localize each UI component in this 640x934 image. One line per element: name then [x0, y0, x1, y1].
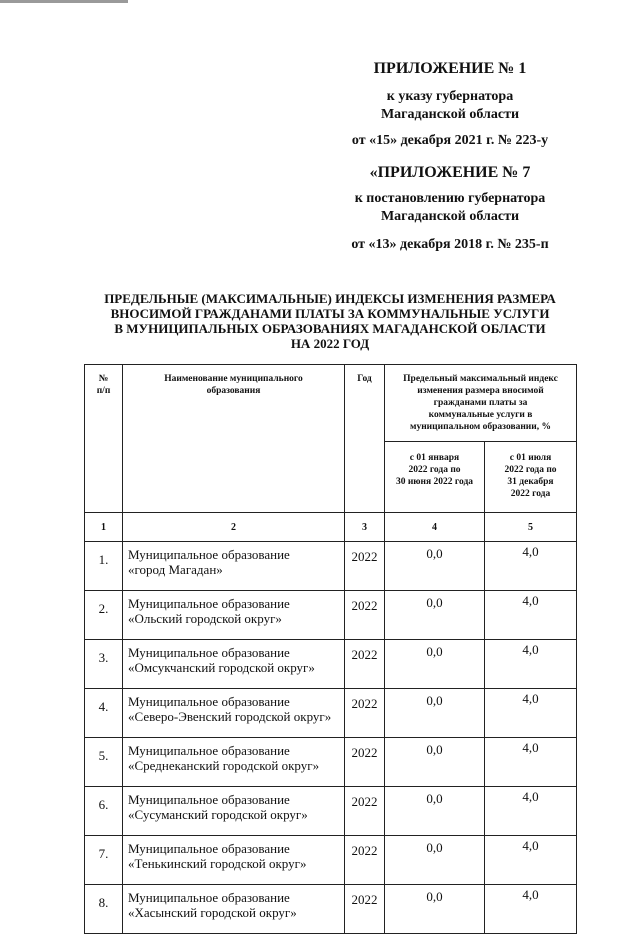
municipality-type: Муниципальное образование: [128, 841, 290, 856]
municipality-type: Муниципальное образование: [128, 596, 290, 611]
municipality-name: [123, 885, 345, 934]
index-first-half: 0,0: [385, 885, 485, 934]
index-second-half: 4,0: [485, 738, 577, 787]
header-index-line-3: гражданами платы за: [433, 398, 528, 408]
sub-annex-title: «ПРИЛОЖЕНИЕ № 7: [369, 164, 531, 181]
period-1-line-3: 30 июня 2022 года: [395, 477, 474, 487]
column-number-row: [85, 513, 577, 542]
scan-edge-mark: [0, 0, 128, 3]
municipality-title: «Тенькинский городской округ»: [128, 856, 307, 871]
index-second-half: 4,0: [485, 640, 577, 689]
municipality-title: «Среднеканский городской округ»: [128, 758, 320, 773]
year-cell: 2022: [345, 836, 385, 885]
header-index: [385, 365, 577, 442]
header-index-line-5: муниципальном образовании, %: [409, 422, 552, 432]
municipality-title: «город Магадан»: [128, 562, 223, 577]
table-row: [85, 591, 577, 640]
header-number-line-2: п/п: [96, 386, 111, 396]
document-title: [60, 291, 600, 351]
header-index-line-2: изменения размера вносимой: [417, 386, 544, 396]
sub-annex-line-2: Магаданской области: [380, 209, 520, 224]
annex-line-1: к указу губернатора: [386, 89, 514, 104]
header-number: [85, 365, 123, 513]
title-line-2: ВНОСИМОЙ ГРАЖДАНАМИ ПЛАТЫ ЗА КОММУНАЛЬНЫЕ УСЛУГИ: [110, 306, 550, 321]
column-number: 2: [123, 513, 345, 542]
table-row: [85, 836, 577, 885]
period-1-line-2: 2022 года по: [408, 465, 461, 475]
year-cell: 2022: [345, 591, 385, 640]
row-number: 7.: [85, 836, 123, 885]
header-name-line-1: Наименование муниципального: [164, 374, 303, 384]
row-number: 6.: [85, 787, 123, 836]
sub-annex-line-3: от «13» декабря 2018 г. № 235-п: [351, 237, 549, 252]
period-2-line-2: 2022 года по: [504, 465, 557, 475]
period-2-line-4: 2022 года: [510, 489, 551, 499]
table-row: [85, 885, 577, 934]
index-second-half: 4,0: [485, 885, 577, 934]
index-second-half: 4,0: [485, 689, 577, 738]
index-first-half: 0,0: [385, 542, 485, 591]
header-period-1: [385, 442, 485, 513]
column-number: 3: [345, 513, 385, 542]
sub-annex-line-1: к постановлению губернатора: [354, 191, 546, 206]
index-first-half: 0,0: [385, 689, 485, 738]
table-row: [85, 689, 577, 738]
index-first-half: 0,0: [385, 787, 485, 836]
column-number: 1: [85, 513, 123, 542]
municipality-type: Муниципальное образование: [128, 792, 290, 807]
header-index-line-4: коммунальные услуги в: [428, 410, 533, 420]
municipality-type: Муниципальное образование: [128, 890, 290, 905]
municipality-title: «Хасынский городской округ»: [128, 905, 297, 920]
municipality-name: [123, 787, 345, 836]
index-first-half: 0,0: [385, 738, 485, 787]
municipality-title: «Северо-Эвенский городской округ»: [128, 709, 332, 724]
municipality-name: [123, 640, 345, 689]
column-number: 4: [385, 513, 485, 542]
header-number-line-1: №: [98, 374, 109, 384]
index-first-half: 0,0: [385, 836, 485, 885]
year-cell: 2022: [345, 542, 385, 591]
annex-line-3: от «15» декабря 2021 г. № 223-у: [351, 133, 549, 148]
table-row: [85, 542, 577, 591]
municipality-type: Муниципальное образование: [128, 743, 290, 758]
title-line-1: ПРЕДЕЛЬНЫЕ (МАКСИМАЛЬНЫЕ) ИНДЕКСЫ ИЗМЕНЕНИЯ РАЗМЕРА: [104, 291, 556, 306]
municipality-title: «Омсукчанский городской округ»: [128, 660, 315, 675]
row-number: 8.: [85, 885, 123, 934]
table-row: [85, 787, 577, 836]
index-first-half: 0,0: [385, 640, 485, 689]
period-2-line-1: с 01 июля: [509, 453, 552, 463]
year-cell: 2022: [345, 689, 385, 738]
index-second-half: 4,0: [485, 836, 577, 885]
header-name: [123, 365, 345, 513]
column-number: 5: [485, 513, 577, 542]
municipality-type: Муниципальное образование: [128, 694, 290, 709]
index-first-half: 0,0: [385, 591, 485, 640]
table-row: [85, 640, 577, 689]
period-2-line-3: 31 декабря: [507, 477, 554, 487]
header-period-2: [485, 442, 577, 513]
row-number: 3.: [85, 640, 123, 689]
indices-table: [84, 364, 577, 934]
year-cell: 2022: [345, 885, 385, 934]
header-index-line-1: Предельный максимальный индекс: [403, 374, 558, 384]
row-number: 1.: [85, 542, 123, 591]
title-line-4: НА 2022 ГОД: [290, 336, 370, 351]
year-cell: 2022: [345, 640, 385, 689]
municipality-type: Муниципальное образование: [128, 547, 290, 562]
annex-header: [300, 60, 600, 150]
year-cell: 2022: [345, 738, 385, 787]
index-second-half: 4,0: [485, 591, 577, 640]
header-year: Год: [345, 365, 385, 513]
sub-annex-header: [300, 164, 600, 254]
annex-line-2: Магаданской области: [380, 107, 520, 122]
municipality-name: [123, 689, 345, 738]
table-header-row: [85, 365, 577, 442]
title-line-3: В МУНИЦИПАЛЬНЫХ ОБРАЗОВАНИЯХ МАГАДАНСКОЙ ОБЛАСТИ: [114, 321, 546, 336]
index-second-half: 4,0: [485, 542, 577, 591]
municipality-name: [123, 542, 345, 591]
municipality-name: [123, 836, 345, 885]
annex-title: ПРИЛОЖЕНИЕ № 1: [373, 60, 527, 77]
municipality-name: [123, 738, 345, 787]
municipality-type: Муниципальное образование: [128, 645, 290, 660]
row-number: 5.: [85, 738, 123, 787]
row-number: 4.: [85, 689, 123, 738]
header-name-line-2: образования: [206, 386, 261, 396]
row-number: 2.: [85, 591, 123, 640]
municipality-name: [123, 591, 345, 640]
year-cell: 2022: [345, 787, 385, 836]
period-1-line-1: с 01 января: [409, 453, 460, 463]
municipality-title: «Ольский городской округ»: [128, 611, 282, 626]
table-row: [85, 738, 577, 787]
index-second-half: 4,0: [485, 787, 577, 836]
municipality-title: «Сусуманский городской округ»: [128, 807, 308, 822]
